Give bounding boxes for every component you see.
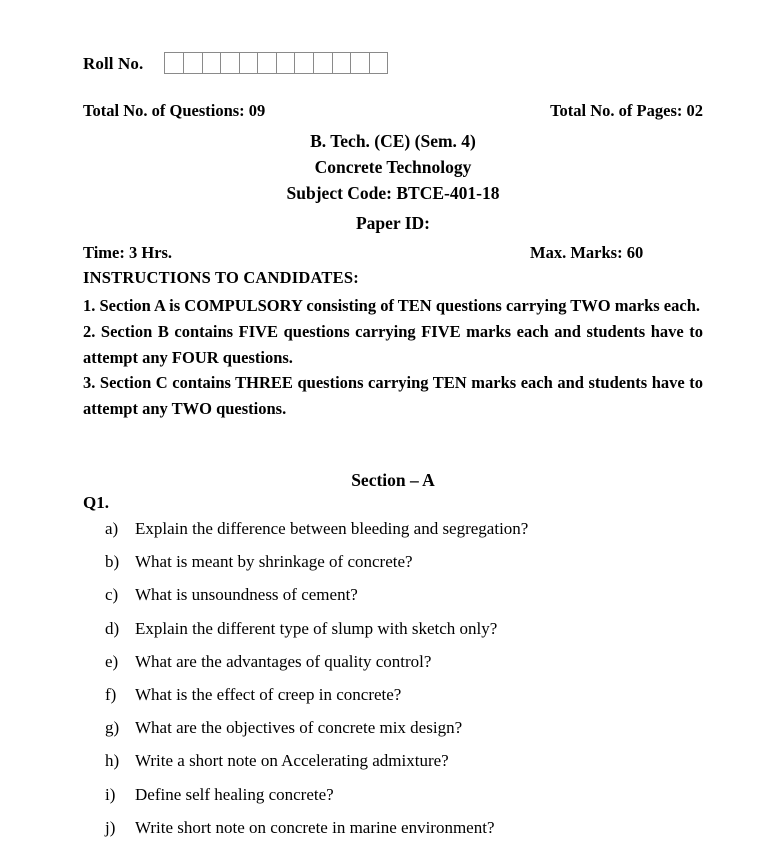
time-marks-row — [83, 243, 703, 263]
roll-number-cell[interactable] — [203, 53, 222, 73]
question-text: What is meant by shrinkage of concrete? — [135, 552, 413, 572]
question-number: Q1. — [83, 493, 109, 512]
instruction-item — [83, 293, 703, 319]
question-text: Define self healing concrete? — [135, 784, 334, 804]
instruction-text: 1. Section A is COMPULSORY consisting of TEN questions carrying TWO marks each. — [83, 296, 700, 315]
total-questions-label: Total No. of Questions: 09 — [83, 101, 266, 120]
roll-number-cell[interactable] — [240, 53, 259, 73]
roll-number-cell[interactable] — [295, 53, 314, 73]
question-text: What are the advantages of quality control? — [135, 651, 432, 671]
question-item — [83, 578, 703, 611]
question-marker: i) — [105, 784, 116, 804]
roll-number-cell[interactable] — [221, 53, 240, 73]
roll-number-cell[interactable] — [314, 53, 333, 73]
roll-number-row — [83, 52, 703, 74]
degree-line: B. Tech. (CE) (Sem. 4) — [310, 131, 476, 151]
instruction-item — [83, 370, 703, 422]
instruction-text: 3. Section C contains THREE questions carrying TEN marks each and students have to attempt any TWO questions. — [83, 373, 703, 419]
question-text: What is the effect of creep in concrete? — [135, 684, 402, 704]
roll-number-cell[interactable] — [258, 53, 277, 73]
question-text: Write a short note on Accelerating admixture? — [135, 751, 449, 771]
instructions-list — [83, 293, 703, 422]
question-marker: h) — [105, 751, 120, 771]
question-text: What is unsoundness of cement? — [135, 585, 358, 605]
question-marker: j) — [105, 817, 116, 837]
roll-number-cell[interactable] — [184, 53, 203, 73]
question-text: Write short note on concrete in marine environment? — [135, 817, 495, 837]
totals-row — [83, 101, 703, 121]
paper-id: Paper ID: — [355, 213, 431, 233]
question-item — [83, 678, 703, 711]
roll-number-cell[interactable] — [165, 53, 184, 73]
question-item — [83, 778, 703, 811]
question-marker: e) — [105, 651, 119, 671]
roll-number-boxes[interactable] — [164, 52, 388, 74]
question-text: Explain the different type of slump with sketch only? — [135, 618, 498, 638]
subject-code: Subject Code: BTCE-401-18 — [286, 183, 500, 203]
roll-number-cell[interactable] — [277, 53, 296, 73]
question-marker: g) — [105, 718, 120, 738]
roll-number-cell[interactable] — [351, 53, 370, 73]
question-item — [83, 744, 703, 777]
question-text: Explain the difference between bleeding and segregation? — [135, 519, 529, 538]
total-pages-label: Total No. of Pages: 02 — [550, 101, 703, 120]
section-heading: Section – A — [351, 470, 435, 490]
question-item — [83, 711, 703, 744]
question-marker: c) — [105, 585, 119, 605]
question-marker: d) — [105, 618, 120, 638]
roll-number-cell[interactable] — [333, 53, 352, 73]
question-marker: b) — [105, 552, 120, 572]
question-marker: f) — [105, 684, 117, 704]
instruction-item — [83, 319, 703, 371]
question-item — [83, 512, 703, 545]
time-label: Time: 3 Hrs. — [83, 243, 173, 262]
question-item — [83, 545, 703, 578]
question-item — [83, 811, 703, 844]
roll-number-cell[interactable] — [370, 53, 389, 73]
instruction-text: 2. Section B contains FIVE questions carrying FIVE marks each and students have to attempt any FOUR questions. — [83, 321, 703, 367]
roll-number-label: Roll No. — [83, 53, 144, 73]
question-list — [83, 512, 703, 844]
question-marker: a) — [105, 519, 119, 538]
question-item — [83, 612, 703, 645]
question-item — [83, 645, 703, 678]
max-marks-label: Max. Marks: 60 — [530, 243, 644, 262]
instructions-heading: INSTRUCTIONS TO CANDIDATES: — [83, 268, 359, 287]
subject-title: Concrete Technology — [314, 157, 472, 177]
question-text: What are the objectives of concrete mix design? — [135, 718, 463, 738]
